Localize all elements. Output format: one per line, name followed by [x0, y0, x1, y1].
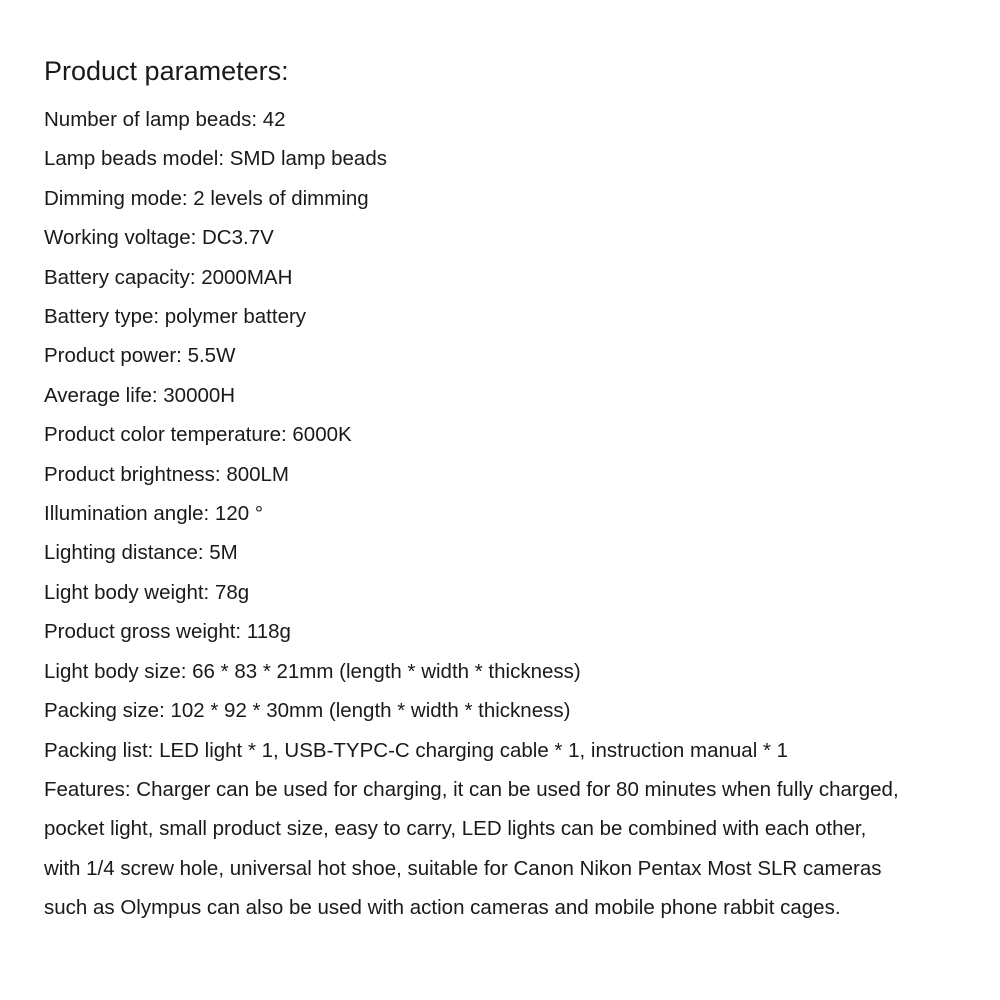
param-packing-size: Packing size: 102 * 92 * 30mm (length * width * thickness) — [44, 699, 571, 723]
param-brightness: Product brightness: 800LM — [44, 462, 289, 486]
param-battery-capacity: Battery capacity: 2000MAH — [44, 265, 293, 289]
param-lamp-beads: Number of lamp beads: 42 — [44, 108, 286, 131]
param-illumination-angle: Illumination angle: 120 ° — [44, 502, 264, 526]
param-battery-type: Battery type: polymer battery — [44, 305, 307, 329]
param-color-temperature: Product color temperature: 6000K — [44, 423, 352, 447]
features-line-4: such as Olympus can also be used with action cameras and mobile phone rabbit cages. — [44, 896, 841, 920]
param-gross-weight: Product gross weight: 118g — [44, 620, 291, 644]
param-working-voltage: Working voltage: DC3.7V — [44, 226, 274, 250]
param-packing-list: Packing list: LED light * 1, USB-TYPC-C charging cable * 1, instruction manual * 1 — [44, 738, 789, 762]
features-line-3: with 1/4 screw hole, universal hot shoe, suitable for Canon Nikon Pentax Most SLR cameras — [44, 856, 882, 880]
param-lighting-distance: Lighting distance: 5M — [44, 541, 238, 565]
param-lamp-beads-model: Lamp beads model: SMD lamp beads — [44, 147, 387, 171]
param-light-body-weight: Light body weight: 78g — [44, 580, 250, 604]
param-average-life: Average life: 30000H — [44, 383, 236, 407]
page-title: Product parameters: — [44, 56, 289, 86]
param-dimming-mode: Dimming mode: 2 levels of dimming — [44, 186, 369, 210]
parameter-list — [44, 100, 994, 928]
param-product-power: Product power: 5.5W — [44, 344, 236, 368]
product-parameters-document — [44, 52, 994, 928]
param-light-body-size: Light body size: 66 * 83 * 21mm (length * width * thickness) — [44, 659, 581, 683]
features-line-2: pocket light, small product size, easy to carry, LED lights can be combined with each other, — [44, 817, 867, 841]
features-line-1: Features: Charger can be used for charging, it can be used for 80 minutes when fully charged, — [44, 777, 899, 801]
